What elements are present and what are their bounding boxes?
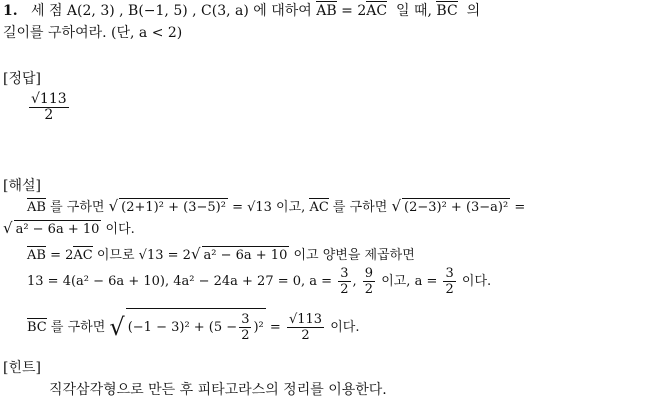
explanation-heading: [해설]: [3, 178, 41, 194]
problem-number: 1.: [3, 3, 18, 19]
hint-text: 직각삼각형으로 만든 후 피타고라스의 정리를 이용한다.: [49, 382, 387, 398]
answer-value: $\frac{√113}{2}$: [31, 91, 67, 123]
segment-bc: BC: [436, 3, 458, 19]
hint-heading: [힌트]: [3, 360, 41, 376]
problem-line-2: 길이를 구하여라. (단, a < 2): [3, 25, 183, 41]
explanation-line-5: BC 를 구하면 √ (−1 − 3)² + (5 − $\frac{3}{2}$ )² = $\frac{√113}{2}$ 이다.: [27, 308, 359, 343]
answer-fraction: [27, 92, 71, 123]
problem-text: 세 점 A(2, 3) , B(−1, 5) , C(3, a) 에 대하여: [30, 3, 312, 19]
answer-heading: [정답]: [3, 71, 41, 87]
explanation-line-4: 13 = 4(a² − 6a + 10), 4a² − 24a + 27 = 0, a = $\frac{3}{2}$ , $\frac{9}{2}$ 이고, a = $\frac{3}{2}$ 이다.: [27, 266, 492, 297]
segment-ac: AC: [366, 3, 388, 19]
explanation-line-3: AB = 2AC 이므로 √13 = 2√ a² − 6a + 10 이고 양변을 제곱하면: [27, 245, 415, 263]
segment-ab: AB: [316, 3, 337, 19]
problem-line-1: 1. 세 점 A(2, 3) , B(−1, 5) , C(3, a) 에 대하여 AB = 2AC 일 때, BC 의: [3, 3, 481, 19]
explanation-line-2: √ a² − 6a + 10 이다.: [3, 219, 135, 237]
explanation-line-1: AB 를 구하면 √ (2+1)² + (3−5)² = √13 이고, AC 를 구하면 √ (2−3)² + (3−a)² =: [27, 197, 526, 215]
